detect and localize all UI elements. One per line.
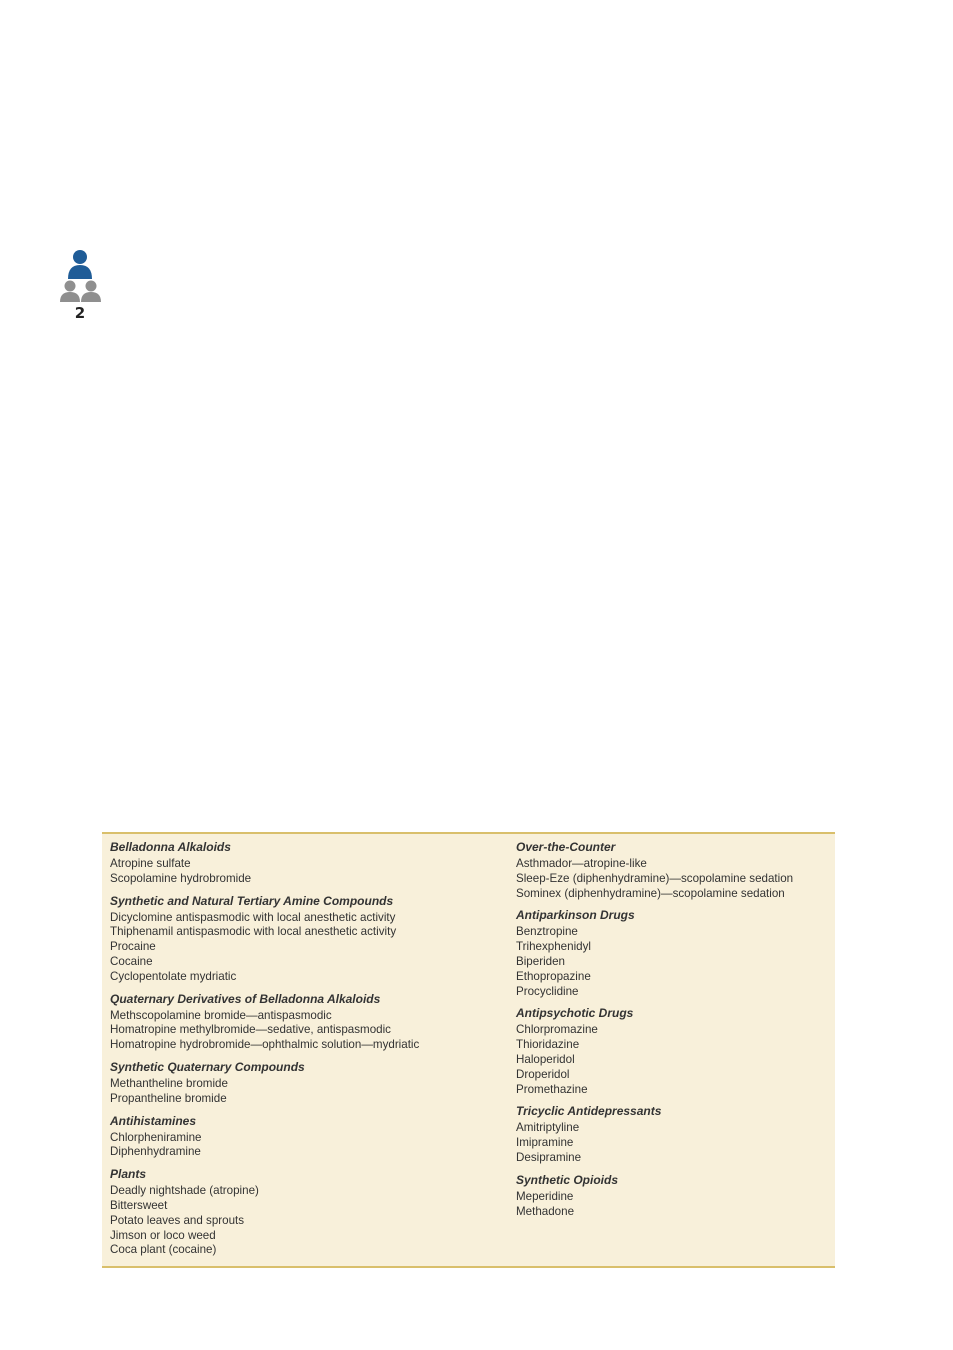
drug-item: Imipramine — [516, 1136, 574, 1150]
section-title: Synthetic Opioids — [516, 1172, 619, 1187]
drug-item: Deadly nightshade (atropine) — [110, 1184, 259, 1198]
section-title: Antihistamines — [110, 1113, 197, 1128]
drug-item: Atropine sulfate — [110, 857, 191, 870]
drug-item: Promethazine — [516, 1082, 588, 1096]
section-title: Plants — [110, 1167, 147, 1182]
drug-item: Thiphenamil antispasmodic with local anesthetic activity — [110, 925, 397, 939]
left-column — [110, 839, 510, 1264]
drug-item: Trihexphenidyl — [516, 940, 591, 954]
drug-item: Thioridazine — [516, 1038, 580, 1052]
drug-item: Desipramine — [516, 1150, 582, 1164]
drug-section — [516, 907, 831, 999]
drug-item: Methantheline bromide — [110, 1076, 228, 1090]
drug-item: Coca plant (cocaine) — [110, 1243, 217, 1257]
drug-section — [516, 1172, 831, 1220]
drug-item: Scopolamine hydrobromide — [110, 871, 252, 885]
section-title: Tricyclic Antidepressants — [516, 1104, 662, 1119]
drug-item: Homatropine hydrobromide—ophthalmic solution—mydriatic — [110, 1038, 420, 1052]
drug-item: Procaine — [110, 940, 156, 954]
drug-section — [516, 1005, 831, 1097]
drug-item: Ethopropazine — [516, 969, 591, 983]
drug-section — [516, 839, 831, 901]
section-title: Synthetic and Natural Tertiary Amine Compounds — [110, 893, 394, 908]
user-hierarchy-icon — [58, 248, 104, 326]
drug-item: Dicyclomine antispasmodic with local anesthetic activity — [110, 910, 396, 924]
section-title: Over-the-Counter — [516, 840, 616, 854]
drug-item: Procyclidine — [516, 984, 579, 998]
drug-item: Sominex (diphenhydramine)—scopolamine sedation — [516, 886, 785, 900]
drug-item: Chlorpromazine — [516, 1023, 598, 1037]
drug-section — [110, 1166, 510, 1258]
drug-item: Cocaine — [110, 954, 153, 968]
drug-section — [110, 893, 510, 985]
section-title: Antipsychotic Drugs — [516, 1006, 634, 1021]
drug-item: Propantheline bromide — [110, 1091, 227, 1105]
drug-list-box — [102, 832, 835, 1268]
drug-section — [516, 1103, 831, 1165]
drug-item: Droperidol — [516, 1067, 570, 1081]
drug-item: Sleep-Eze (diphenhydramine)—scopolamine sedation — [516, 871, 794, 885]
drug-item: Potato leaves and sprouts — [110, 1213, 245, 1227]
drug-item: Bittersweet — [110, 1198, 168, 1212]
drug-item: Chlorpheniramine — [110, 1130, 202, 1144]
drug-section — [110, 839, 510, 887]
drug-item: Benztropine — [516, 925, 578, 939]
drug-item: Asthmador—atropine-like — [516, 857, 647, 870]
drug-item: Amitriptyline — [516, 1121, 580, 1135]
drug-item: Jimson or loco weed — [110, 1228, 216, 1242]
drug-section — [110, 991, 510, 1053]
right-column — [516, 839, 831, 1225]
drug-item: Biperiden — [516, 954, 565, 968]
drug-item: Diphenhydramine — [110, 1145, 201, 1159]
drug-item: Homatropine methylbromide—sedative, antispasmodic — [110, 1023, 391, 1037]
section-title: Belladonna Alkaloids — [110, 840, 231, 854]
section-title: Synthetic Quaternary Compounds — [110, 1059, 305, 1074]
drug-item: Cyclopentolate mydriatic — [110, 969, 237, 983]
drug-section — [110, 1113, 510, 1161]
drug-item: Haloperidol — [516, 1052, 575, 1066]
drug-item: Meperidine — [516, 1189, 574, 1203]
people-hierarchy-icon — [58, 248, 104, 304]
drug-section — [110, 1059, 510, 1107]
section-title: Antiparkinson Drugs — [516, 908, 635, 923]
drug-item: Methadone — [516, 1204, 575, 1218]
tier-number: 2 — [74, 304, 86, 322]
section-title: Quaternary Derivatives of Belladonna Alkaloids — [110, 991, 381, 1006]
drug-item: Methscopolamine bromide—antispasmodic — [110, 1008, 332, 1022]
